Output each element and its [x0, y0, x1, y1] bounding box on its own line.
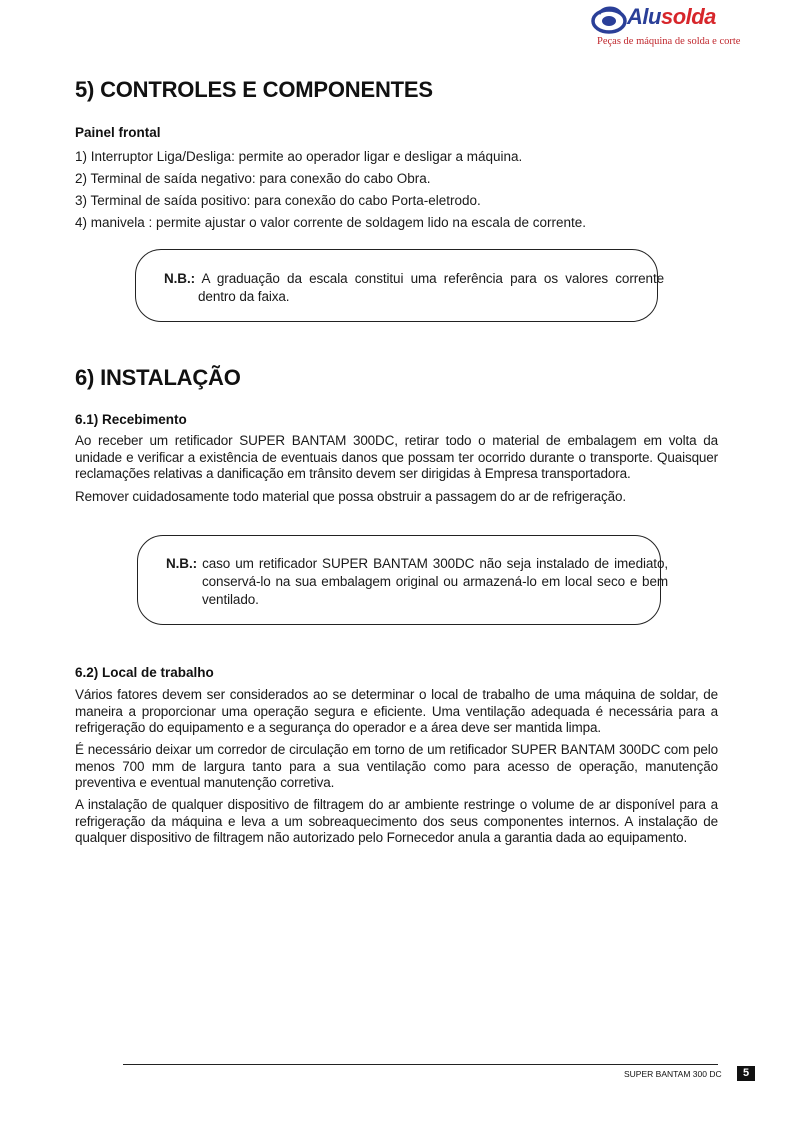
local-paragraph-2: É necessário deixar um corredor de circulação em torno de um retificador SUPER BANTAM 300DC com pelo menos 700 mm de largura tanto para a sua ventilação como para acesso de operação, manutenção preventiva e eventual manutenção corretiva. [75, 742, 718, 790]
recebimento-paragraph: Ao receber um retificador SUPER BANTAM 300DC, retirar todo o material de embalagem em volta da unidade e verificar a existência de eventuais danos que possam ter ocorrido durante o transporte. Quaisquer reclamações relativas a danificação em trânsito devem ser dirigidas à Empresa transportadora. [75, 433, 718, 481]
note-text: N.B.: A graduação da escala constitui uma referência para os valores corrente dentro da faixa. [164, 271, 664, 304]
list-item: 3) Terminal de saída positivo: para conexão do cabo Porta-eletrodo. [75, 193, 481, 208]
note-box-scale [135, 249, 664, 322]
recebimento-paragraph-2: Remover cuidadosamente todo material que possa obstruir a passagem do ar de refrigeração. [75, 489, 626, 504]
local-paragraph-1: Vários fatores devem ser considerados ao se determinar o local de trabalho de uma máquina de soldar, de maneira a proporcionar uma operação segura e eficiente. Uma ventilação adequada é necessária para a refrigeração do equipamento e a segurança do operador e a área deve ser mantida limpa. [75, 687, 718, 735]
list-item: 1) Interruptor Liga/Desliga: permite ao operador ligar e desligar a máquina. [75, 149, 523, 164]
footer-divider [123, 1064, 718, 1065]
section-6-title: 6) INSTALAÇÃO [75, 365, 241, 390]
page-number: 5 [737, 1066, 755, 1081]
note-box-storage [137, 535, 669, 625]
local-de-trabalho-heading: 6.2) Local de trabalho [75, 665, 214, 680]
list-item: 2) Terminal de saída negativo: para conexão do cabo Obra. [75, 171, 431, 186]
section-5-title: 5) CONTROLES E COMPONENTES [75, 77, 433, 102]
footer-product-name: SUPER BANTAM 300 DC [624, 1069, 722, 1079]
alusolda-logo [589, 2, 741, 50]
list-item: 4) manivela : permite ajustar o valor corrente de soldagem lido na escala de corrente. [75, 215, 587, 230]
recebimento-heading: 6.1) Recebimento [75, 412, 187, 427]
note-text: N.B.: caso um retificador SUPER BANTAM 300DC não seja instalado de imediato, conservá-lo na sua embalagem original ou armazená-lo em local seco e bem ventilado. [166, 556, 669, 607]
local-paragraph-3: A instalação de qualquer dispositivo de filtragem do ar ambiente restringe o volume de ar disponível para a refrigeração da máquina e leva a um sobreaquecimento dos seus componentes internos. A instalação de qualquer dispositivo de filtragem não autorizado pelo Fornecedor anula a garantia dada ao equipamento. [75, 797, 718, 845]
swirl-logo-icon [591, 4, 627, 34]
painel-frontal-heading: Painel frontal [75, 125, 161, 140]
logo-wordmark: Alusolda [627, 4, 716, 29]
logo-tagline: Peças de máquina de solda e corte [597, 36, 741, 47]
